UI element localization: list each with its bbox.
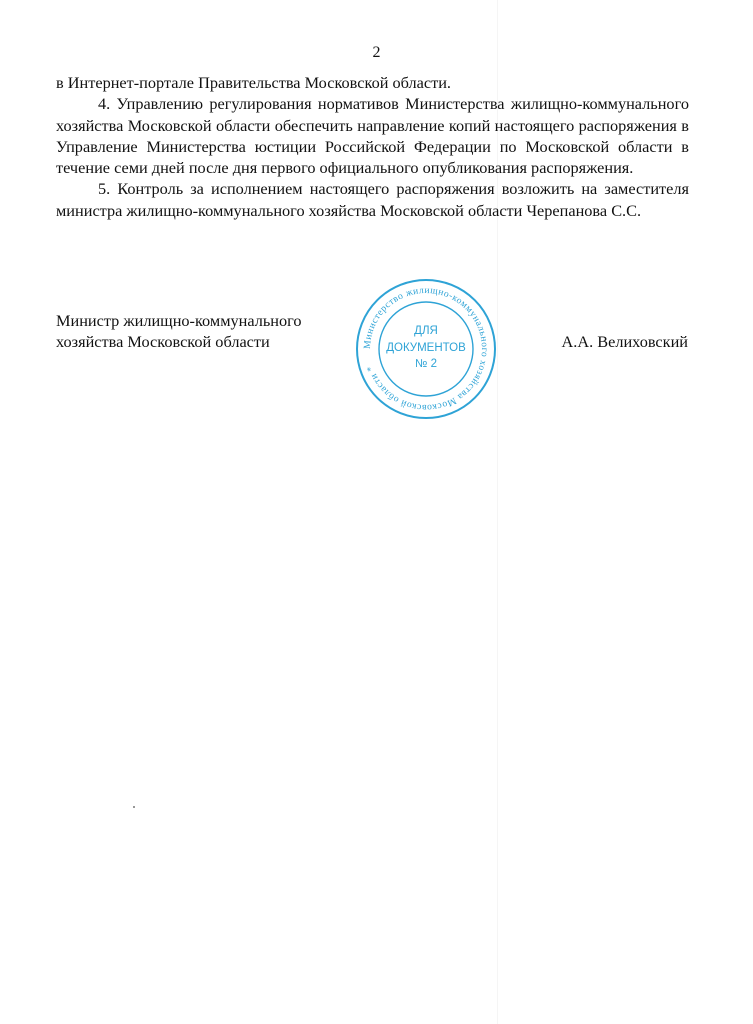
signatory-position-line-2: хозяйства Московской области (56, 332, 270, 351)
paragraph-continuation: в Интернет-портале Правительства Московской области. (56, 73, 451, 92)
signatory-position (56, 310, 302, 352)
paragraph-item-5: 5. Контроль за исполнением настоящего распоряжения возложить на заместителя министра жилищно-коммунального хозяйства Московской области Черепанова С.С. (56, 179, 689, 220)
stamp-line-2: ДОКУМЕНТОВ (386, 342, 466, 354)
stamp-seal-icon (355, 278, 497, 420)
signatory-name: А.А. Велиховский (561, 332, 688, 351)
official-stamp (355, 278, 497, 420)
paragraph-item-4: 4. Управлению регулирования нормативов Министерства жилищно-коммунального хозяйства Московской области обеспечить направление копий настоящего распоряжения в Управление Министерства юстиции Российской Федерации по Московской области в течение семи дней после дня первого официального опубликования распоряжения. (56, 94, 689, 178)
stamp-line-1: ДЛЯ (414, 325, 438, 337)
scan-speck (133, 806, 135, 808)
stamp-line-3: № 2 (415, 358, 437, 370)
document-body (56, 72, 689, 221)
stamp-ring-text: Министерство жилищно-коммунального хозяйства Московской области * (361, 284, 491, 414)
page-number: 2 (372, 44, 381, 61)
signatory-position-line-1: Министр жилищно-коммунального (56, 311, 302, 330)
